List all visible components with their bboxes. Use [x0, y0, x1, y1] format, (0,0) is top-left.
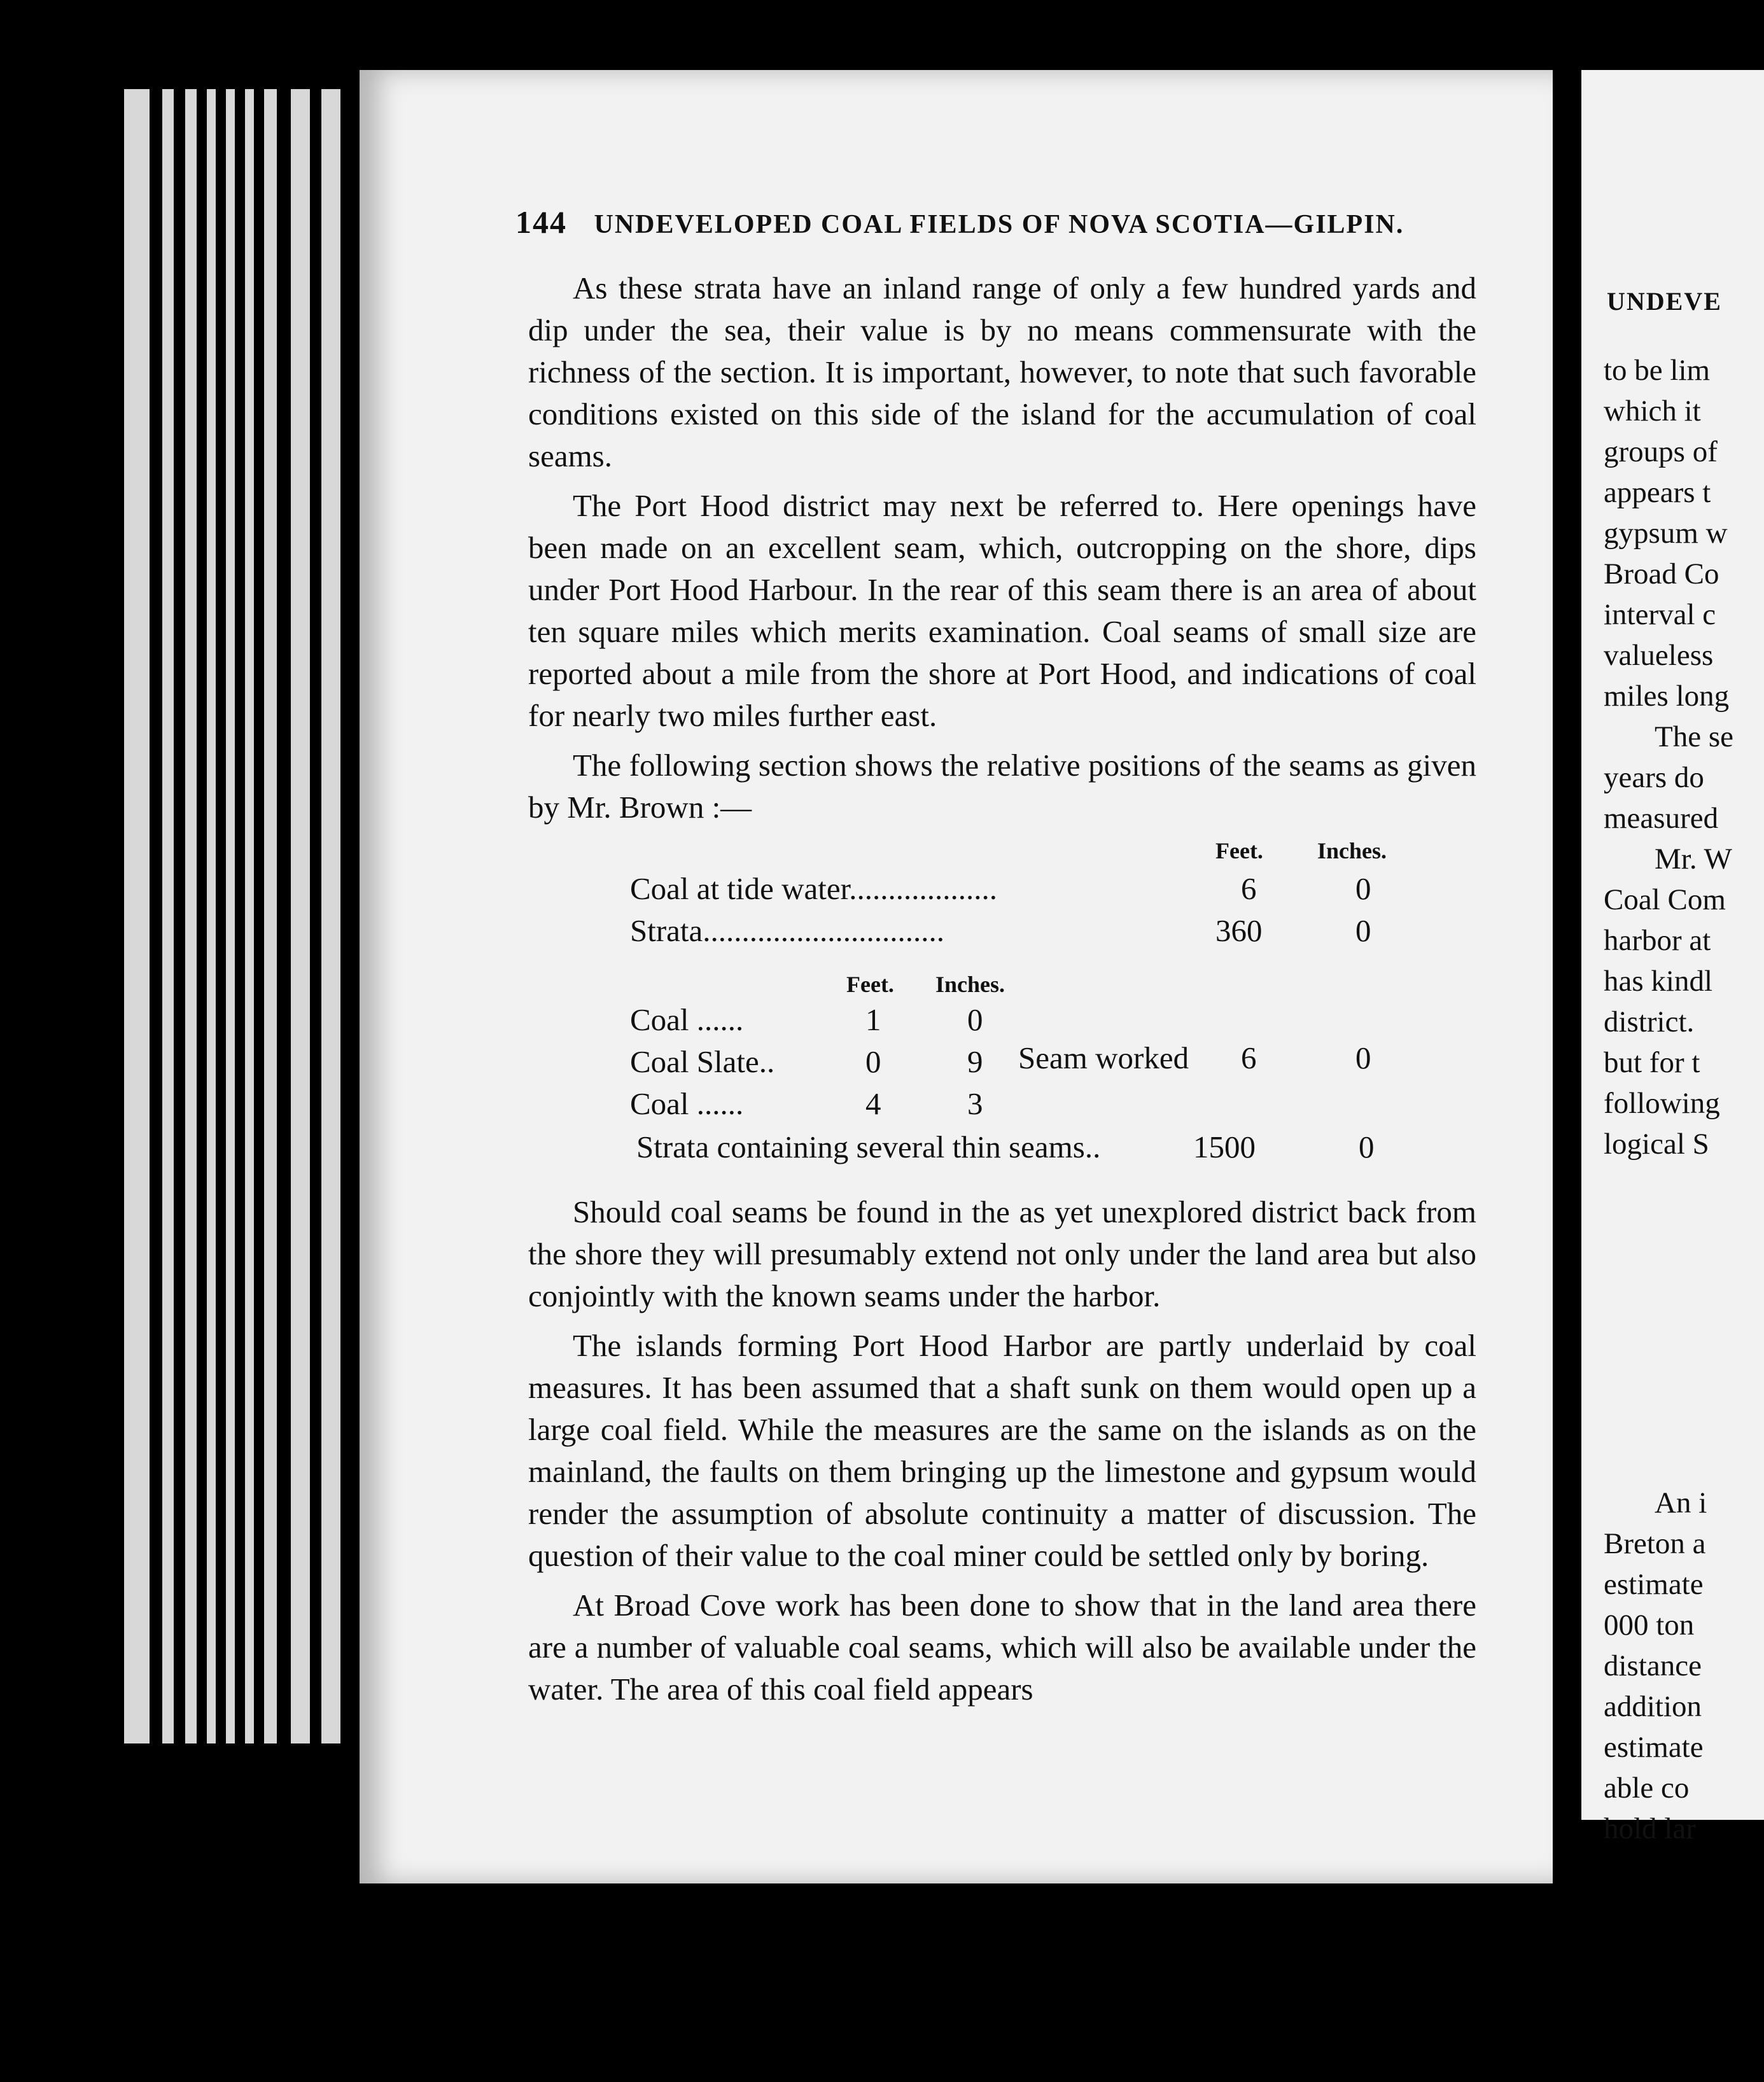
text-line: gypsum w	[1604, 517, 1728, 550]
page-edge	[124, 89, 150, 1743]
table-cell-feet: 6	[1241, 871, 1257, 906]
coal-section-table	[528, 836, 1476, 1180]
sub-row-feet: 4	[865, 1086, 881, 1121]
text-line: addition	[1604, 1690, 1702, 1723]
sub-row-inches: 3	[967, 1086, 983, 1121]
text-line: An i	[1655, 1486, 1707, 1520]
text-line: logical S	[1604, 1128, 1709, 1161]
text-line: Broad Co	[1604, 557, 1719, 590]
page-edge	[264, 89, 277, 1743]
table-row-label: Strata...............................	[630, 913, 945, 948]
text-line: appears t	[1604, 476, 1711, 509]
seam-worked-label: Seam worked	[1018, 1040, 1189, 1075]
text-line: groups of	[1604, 435, 1718, 468]
text-line: valueless	[1604, 639, 1714, 672]
text-line: estimate	[1604, 1568, 1704, 1601]
text-line: estimate	[1604, 1731, 1704, 1764]
paragraph: The islands forming Port Hood Harbor are partly underlaid by coal measures. It has been assumed that a shaft sunk on them would open up a large coal field. While the measures are the same on the islands as on the mainland, the faults on them bringing up the limestone and gypsum would render the assumption of absolute continuity a matter of discussion. The question of their value to the coal miner could be settled only by boring.	[528, 1328, 1476, 1573]
text-line: Breton a	[1604, 1527, 1706, 1560]
text-line: district.	[1604, 1005, 1695, 1038]
page-edge	[321, 89, 340, 1743]
text-line: years do	[1604, 761, 1704, 794]
text-line: interval c	[1604, 598, 1716, 631]
table-cell-feet: 1500	[1193, 1129, 1256, 1164]
table-cell-inches: 0	[1355, 871, 1371, 906]
text-line: Coal Com	[1604, 883, 1726, 916]
page-number: 144	[515, 204, 567, 240]
sub-header-inches: Inches.	[935, 972, 1005, 997]
seam-worked-inches: 0	[1355, 1040, 1371, 1075]
col-header-inches: Inches.	[1317, 838, 1387, 863]
sub-row-feet: 0	[865, 1044, 881, 1079]
page-body	[528, 267, 1476, 1718]
text-line: 000 ton	[1604, 1609, 1695, 1642]
text-line: distance	[1604, 1649, 1702, 1682]
table-row-label: Strata containing several thin seams..	[636, 1129, 1101, 1164]
paragraph: As these strata have an inland range of only a few hundred yards and dip under the sea, their value is by no means commensurate with the richness of the section. It is important, however, to note that such favorable conditions existed on this side of the island for the accumulation of coal seams.	[528, 270, 1476, 473]
sub-row-label: Coal ......	[630, 1002, 744, 1037]
table-cell-inches: 0	[1359, 1129, 1375, 1164]
running-head-title: UNDEVELOPED COAL FIELDS OF NOVA SCOTIA—GILPIN.	[594, 210, 1404, 239]
page-edge	[162, 89, 174, 1743]
page-edge	[291, 89, 310, 1743]
text-line: The se	[1655, 720, 1733, 753]
paragraph: The following section shows the relative positions of the seams as given by Mr. Brown :—	[528, 748, 1476, 825]
sub-row-label: Coal Slate..	[630, 1044, 775, 1079]
sub-row-inches: 0	[967, 1002, 983, 1037]
right-page	[1581, 70, 1764, 1845]
page-edge	[245, 89, 254, 1743]
book-page-edges	[124, 89, 391, 1743]
right-running-head: UNDEVE	[1607, 287, 1722, 316]
paragraph: The Port Hood district may next be referred to. Here openings have been made on an excellent seam, which, outcropping on the shore, dips under Port Hood Harbour. In the rear of this seam there is an area of about ten square miles which merits examination. Coal seams of small size are reported about a mile from the shore at Port Hood, and indications of coal for nearly two miles further east.	[528, 488, 1476, 733]
text-line: following	[1604, 1087, 1720, 1120]
text-line: to be lim	[1604, 354, 1711, 387]
text-line: miles long	[1604, 680, 1730, 713]
running-head	[515, 204, 1404, 241]
text-line: has kindl	[1604, 965, 1713, 998]
table-cell-feet: 360	[1215, 913, 1263, 948]
table-row-label: Coal at tide water...................	[630, 871, 997, 906]
text-line: Mr. W	[1655, 842, 1732, 876]
paragraph: Should coal seams be found in the as yet unexplored district back from the shore they will presumably extend not only under the land area but also conjointly with the known seams under the harbor.	[528, 1194, 1476, 1313]
text-line: harbor at	[1604, 924, 1711, 957]
text-line: but for t	[1604, 1046, 1700, 1079]
sub-row-label: Coal ......	[630, 1086, 744, 1121]
seam-worked-feet: 6	[1241, 1040, 1257, 1075]
table-cell-inches: 0	[1355, 913, 1371, 948]
paragraph: At Broad Cove work has been done to show that in the land area there are a number of valuable coal seams, which will also be available under the water. The area of this coal field appears	[528, 1588, 1476, 1707]
text-line: which it	[1604, 395, 1701, 428]
page-edge	[207, 89, 216, 1743]
text-line: measured	[1604, 802, 1719, 835]
page-edge	[185, 89, 197, 1743]
right-page-lines-top	[1604, 350, 1733, 1164]
col-header-feet: Feet.	[1215, 838, 1263, 863]
sub-row-feet: 1	[865, 1002, 881, 1037]
text-line: able co	[1604, 1771, 1690, 1805]
sub-row-inches: 9	[967, 1044, 983, 1079]
right-page-lines-bottom	[1604, 1483, 1707, 1849]
sub-header-feet: Feet.	[846, 972, 894, 997]
page-edge	[226, 89, 235, 1743]
text-line: hold lar	[1604, 1812, 1696, 1845]
